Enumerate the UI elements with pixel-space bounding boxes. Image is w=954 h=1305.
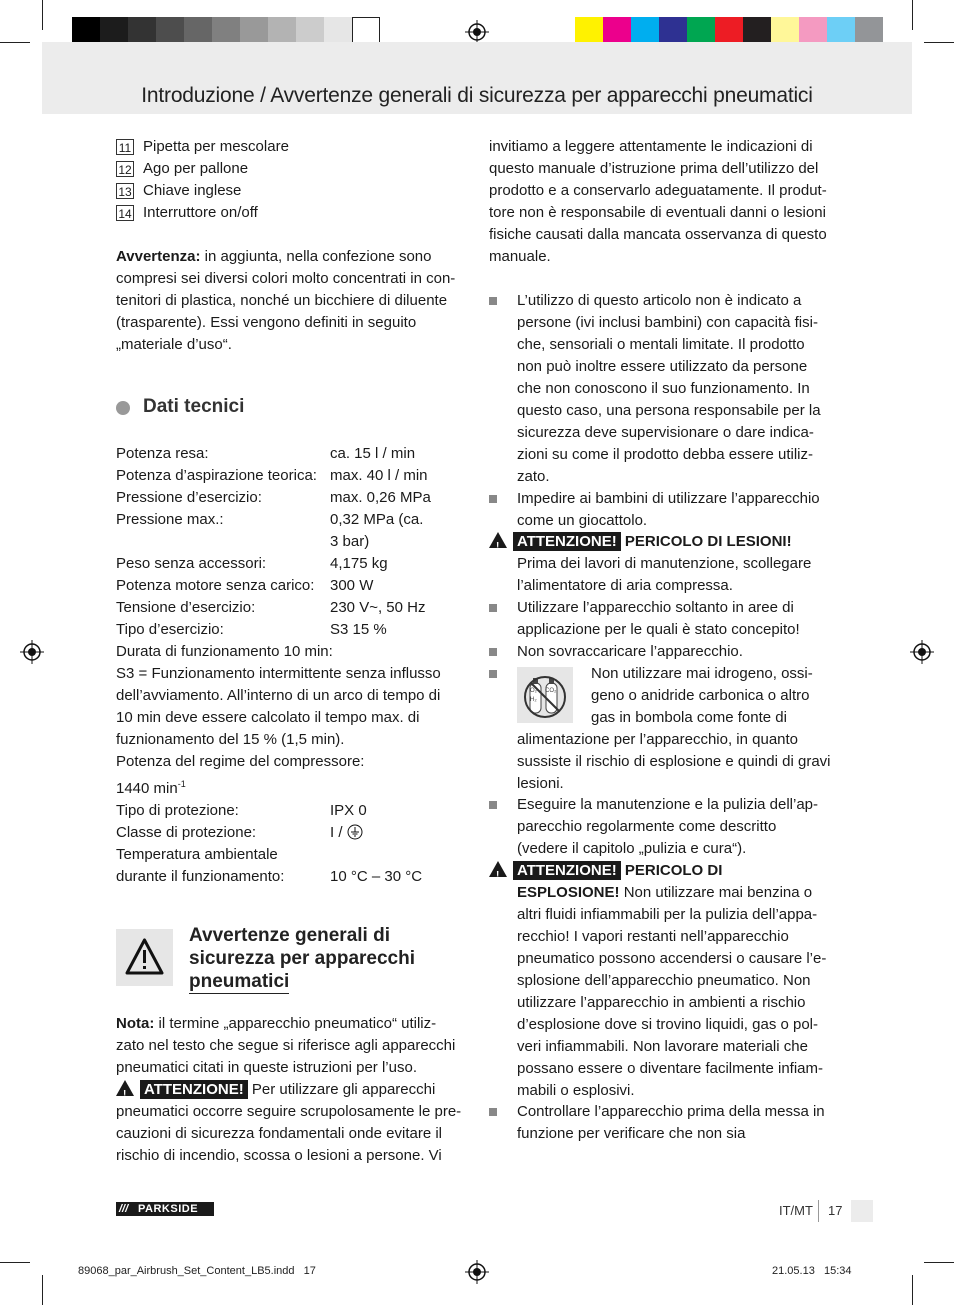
text-line: non può inoltre essere utilizzato da persone	[517, 358, 808, 375]
tech-key: Pressione d’esercizio:	[116, 489, 262, 506]
list-item	[116, 180, 466, 202]
part-label: Interruttore on/off	[143, 204, 258, 221]
brand-name: PARKSIDE	[138, 1203, 199, 1215]
part-number: 14	[116, 205, 134, 221]
text-line: (trasparente). Essi vengono definiti in seguito	[116, 314, 417, 331]
registration-mark-icon	[465, 1260, 489, 1284]
tech-value: 10 °C – 30 °C	[330, 868, 423, 885]
text-line: pneumatici citati in queste istruzioni per l’uso.	[116, 1059, 417, 1076]
table-row	[116, 866, 466, 888]
tech-value: max. 40 l / min	[330, 467, 428, 484]
crop-mark	[924, 42, 954, 43]
tech-table	[116, 443, 466, 888]
table-row	[116, 509, 466, 531]
registration-mark-icon	[910, 640, 934, 664]
tech-key: Tensione d’esercizio:	[116, 599, 256, 616]
language-code: IT/MT	[779, 1203, 813, 1218]
list-item	[517, 1101, 847, 1145]
page-number: 17	[828, 1203, 843, 1218]
text-line: recchio! I vapori restanti nell’apparecchio	[517, 928, 789, 945]
text-line: persone (ivi inclusi bambini) con capacità fisi-	[517, 314, 818, 331]
tech-key: Temperatura ambientale	[116, 846, 278, 863]
bullet-icon	[489, 801, 497, 809]
tech-value: ca. 15 l / min	[330, 445, 416, 462]
text-line: pneumatici occorre seguire scrupolosamente le pre-	[116, 1103, 462, 1120]
text-line: Eseguire la manutenzione e la pulizia dell’ap-	[517, 796, 819, 813]
part-label: Chiave inglese	[143, 182, 242, 199]
tech-value: 0,32 MPa (ca.	[330, 511, 424, 528]
bullet-icon	[489, 648, 497, 656]
part-label: Pipetta per mescolare	[143, 138, 289, 155]
table-row	[116, 553, 466, 575]
warning-triangle-icon	[489, 861, 507, 877]
crop-mark	[42, 1275, 43, 1305]
bullet-icon	[489, 495, 497, 503]
text-line: Durata di funzionamento 10 min:	[116, 643, 333, 660]
avvertenza-label: Avvertenza:	[116, 248, 201, 265]
tech-value	[330, 822, 363, 844]
tech-key: Peso senza accessori:	[116, 555, 267, 572]
attention-block	[489, 860, 849, 1102]
tech-value: S3 15 %	[330, 621, 387, 638]
tech-value: 300 W	[330, 577, 374, 594]
text-line: (vedere il capitolo „pulizia e cura“).	[517, 840, 747, 857]
tech-key: Pressione max.:	[116, 511, 224, 528]
crop-mark	[912, 0, 913, 30]
text-line: veri infiammabili. Non lavorare materiali che	[517, 1038, 808, 1055]
attention-block	[489, 531, 849, 597]
list-item	[517, 597, 847, 641]
table-row	[116, 531, 466, 553]
text-line: l’alimentatore di aria compressa.	[517, 577, 733, 594]
part-number: 12	[116, 161, 134, 177]
text-line: zioni su come il prodotto debba essere utiliz-	[517, 446, 813, 463]
gas-cylinder-icon	[517, 667, 573, 723]
text-line: parecchio regolarmente come descritto	[517, 818, 777, 835]
text-line: zato.	[517, 468, 550, 485]
text-line: mabili o esplosivi.	[517, 1082, 635, 1099]
text-line: 10 min deve essere calcolato il tempo max. di	[116, 709, 420, 726]
text-line: invitiamo a leggere attentamente le indicazioni di	[489, 138, 813, 155]
footer-divider	[818, 1200, 819, 1222]
rpm-line	[116, 773, 466, 800]
section-bullet-icon	[116, 401, 130, 415]
tech-key: Potenza d’aspirazione teorica:	[116, 467, 317, 484]
list-item	[116, 202, 466, 224]
text-line: compresi sei diversi colori molto concentrati in con-	[116, 270, 456, 287]
logo-stripes-icon: ///	[119, 1203, 129, 1215]
registration-mark-icon	[20, 640, 44, 664]
text-line: Non utilizzare mai benzina o	[619, 884, 813, 901]
page-tab-marker	[851, 1200, 873, 1222]
text-line: altri fluidi infiammabili per la pulizia dell’appa-	[517, 906, 818, 923]
tech-key: Classe di protezione:	[116, 824, 257, 841]
text-line: Impedire ai bambini di utilizzare l’apparecchio	[517, 490, 820, 507]
heading-line: sicurezza per apparecchi	[189, 948, 415, 969]
attention-title: PERICOLO DI	[620, 862, 723, 879]
table-row	[116, 800, 466, 822]
list-item	[517, 794, 847, 860]
text-line: geno o anidride carbonica o altro	[591, 687, 810, 704]
text-line: splosione dell’apparecchio pneumatico. Non	[517, 972, 811, 989]
tech-key: durante il funzionamento:	[116, 868, 285, 885]
list-item-continued	[517, 729, 847, 795]
text-line: tore non è responsabile di eventuali danni o lesioni	[489, 204, 826, 221]
table-row	[116, 597, 466, 619]
attention-label: ATTENZIONE!	[513, 532, 621, 551]
table-row	[116, 575, 466, 597]
gas-label: H₂	[530, 697, 537, 703]
text-line: questo caso, una persona responsabile per la	[517, 402, 821, 419]
registration-mark-icon	[465, 20, 489, 44]
crop-mark	[0, 1262, 30, 1263]
bullet-icon	[489, 1108, 497, 1116]
warning-triangle-icon	[116, 929, 173, 986]
text-line: fisiche causati dalla mancata osservanza di questo	[489, 226, 827, 243]
text-line: sicurezza deve supervisionare o dare indica-	[517, 424, 814, 441]
tech-value: 3 bar)	[330, 533, 370, 550]
tech-key: Potenza resa:	[116, 445, 209, 462]
text-line: fuznionamento del 15 % (1,5 min).	[116, 731, 345, 748]
text-line: L’utilizzo di questo articolo non è indicato a	[517, 292, 802, 309]
text-line: come un giocattolo.	[517, 512, 648, 529]
text-line: applicazione per le quali è stato concepito!	[517, 621, 800, 638]
bullet-icon	[489, 297, 497, 305]
tech-value: 230 V~, 50 Hz	[330, 599, 426, 616]
heading-line: pneumatici	[189, 971, 290, 992]
tech-heading: Dati tecnici	[143, 396, 245, 417]
text-line: dell’avviamento. All’interno di un arco di tempo di	[116, 687, 441, 704]
tech-key: Potenza motore senza carico:	[116, 577, 315, 594]
intro-paragraph	[489, 136, 849, 268]
text-line: che non conoscono il suo funzionamento. In	[517, 380, 810, 397]
list-item	[591, 663, 851, 729]
text-line: Per utilizzare gli apparecchi	[247, 1081, 436, 1098]
text-line: in aggiunta, nella confezione sono	[200, 248, 432, 265]
table-row	[116, 822, 466, 844]
part-number: 13	[116, 183, 134, 199]
tech-value: 4,175 kg	[330, 555, 388, 572]
text-line: alimentazione per l’apparecchio, in quanto	[517, 731, 799, 748]
text-line: S3 = Funzionamento intermittente senza influsso	[116, 665, 441, 682]
text-line: Potenza del regime del compressore:	[116, 753, 365, 770]
text-line: funzione per verificare che non sia	[517, 1125, 746, 1142]
crop-mark	[0, 42, 30, 43]
bullet-icon	[489, 604, 497, 612]
crop-mark	[912, 1275, 913, 1305]
warning-triangle-icon	[489, 532, 507, 548]
text-line: che, sensoriali o mentali limitate. Il prodotto	[517, 336, 805, 353]
print-date: 21.05.13 15:34	[772, 1265, 852, 1277]
text-line: il termine „apparecchio pneumatico“ utiliz-	[154, 1015, 437, 1032]
table-row	[116, 619, 466, 641]
rpm-unit-exponent: -1	[177, 779, 186, 789]
heading-line: Avvertenze generali di	[189, 925, 390, 946]
tech-value: max. 0,26 MPa	[330, 489, 431, 506]
text-line: manuale.	[489, 248, 551, 265]
tech-key: Tipo di protezione:	[116, 802, 239, 819]
warning-triangle-icon	[116, 1080, 134, 1096]
attention-title: ESPLOSIONE!	[517, 884, 620, 901]
text-line: zato nel testo che segue si riferisce agli apparecchi	[116, 1037, 456, 1054]
gas-label: O₂	[530, 688, 537, 694]
list-item	[517, 290, 847, 488]
avvertenza-paragraph	[116, 246, 466, 356]
list-item	[517, 488, 847, 532]
text-line: Controllare l’apparecchio prima della messa in	[517, 1103, 825, 1120]
file-slug: 89068_par_Airbrush_Set_Content_LB5.indd 17	[78, 1265, 316, 1277]
text-line: Prima dei lavori di manutenzione, scollegare	[517, 555, 812, 572]
parts-list	[116, 136, 466, 224]
ground-icon	[347, 824, 363, 840]
safety-heading	[189, 924, 415, 994]
text-line: pneumatico possono accendersi o causare l’e-	[517, 950, 827, 967]
protection-class-text: I /	[330, 824, 347, 841]
list-item	[116, 136, 466, 158]
text-line: possano essere o diventare facilmente infiam-	[517, 1060, 823, 1077]
table-row	[116, 465, 466, 487]
brand-logo	[116, 1202, 214, 1216]
text-line: cauzioni di sicurezza fondamentali onde evitare il	[116, 1125, 443, 1142]
part-label: Ago per pallone	[143, 160, 249, 177]
text-line: utilizzare l’apparecchio in ambienti a rischio	[517, 994, 806, 1011]
text-line: tenitori di plastica, nonché un bicchiere di diluente	[116, 292, 448, 309]
nota-paragraph	[116, 1013, 468, 1167]
text-line: gas in bombola come fonte di	[591, 709, 787, 726]
gas-cylinder-prohibited-icon	[517, 667, 573, 723]
part-number: 11	[116, 139, 134, 155]
bullet-icon	[489, 670, 497, 678]
crop-mark	[924, 1262, 954, 1263]
gas-label: CO₂	[545, 688, 557, 694]
tech-key: Tipo d’esercizio:	[116, 621, 224, 638]
text-line: rischio di incendio, scossa o lesioni a persone. Vi	[116, 1147, 442, 1164]
page-title: Introduzione / Avvertenze generali di sicurezza per apparecchi pneumatici	[141, 84, 813, 107]
table-row	[116, 487, 466, 509]
text-line: Utilizzare l’apparecchio soltanto in aree di	[517, 599, 794, 616]
text-line: „materiale d’uso“.	[116, 336, 232, 353]
list-item	[116, 158, 466, 180]
attention-label: ATTENZIONE!	[513, 861, 621, 880]
text-line: questo manuale d’istruzione prima dell’utilizzo del	[489, 160, 819, 177]
text-line: sussiste il rischio di esplosione e quindi di gravi	[517, 753, 831, 770]
text-line: Non utilizzare mai idrogeno, ossi-	[591, 665, 813, 682]
table-row	[116, 443, 466, 465]
text-line: lesioni.	[517, 775, 564, 792]
warning-box	[116, 929, 173, 986]
list-item: Non sovraccaricare l’apparecchio.	[517, 643, 743, 660]
tech-value: IPX 0	[330, 802, 367, 819]
text-line: prodotto e a conservarlo adeguatamente. Il produt-	[489, 182, 827, 199]
attention-label: ATTENZIONE!	[140, 1080, 248, 1099]
nota-label: Nota:	[116, 1015, 155, 1032]
attention-title: PERICOLO DI LESIONI!	[620, 533, 792, 550]
text-line: d’esplosione dove si trovino liquidi, gas o pol-	[517, 1016, 819, 1033]
rpm-value: 1440 min	[116, 780, 178, 797]
crop-mark	[42, 0, 43, 30]
